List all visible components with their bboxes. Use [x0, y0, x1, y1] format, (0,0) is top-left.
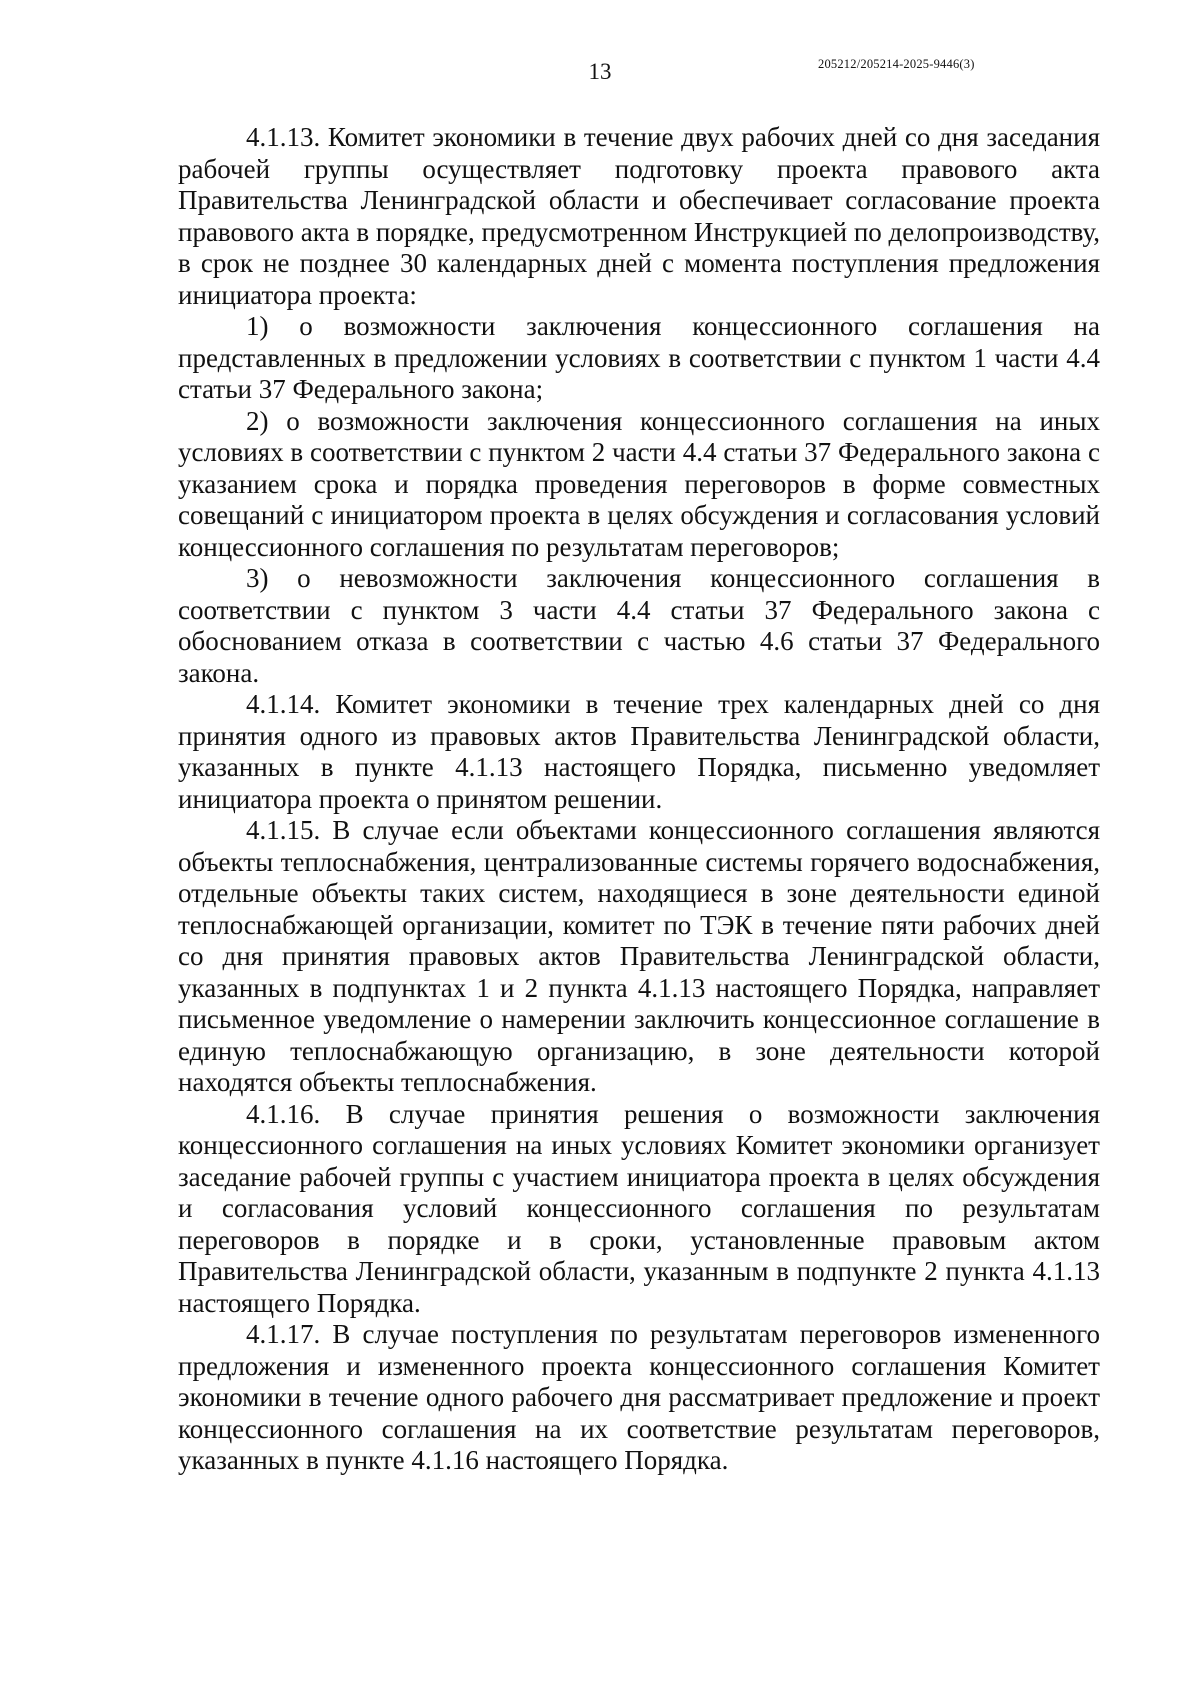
document-id: 205212/205214-2025-9446(3)	[818, 57, 975, 71]
paragraph-4-1-17: 4.1.17. В случае поступления по результатам переговоров измененного предложения и измененного проекта концессионного соглашения Комитет экономики в течение одного рабочего дня рассматривает предложение и проект концессионного соглашения на их соответствие результатам переговоров, указанных в пункте 4.1.16 настоящего Порядка.	[178, 1319, 1100, 1475]
paragraph-4-1-16: 4.1.16. В случае принятия решения о возможности заключения концессионного соглашения на иных условиях Комитет экономики организует заседание рабочей группы с участием инициатора проекта в целях обсуждения и согласования условий концессионного соглашения по результатам переговоров в порядке и в сроки, установленные правовым актом Правительства Ленинградской области, указанным в подпункте 2 пункта 4.1.13 настоящего Порядка.	[178, 1098, 1100, 1318]
list-item-2: 2) о возможности заключения концессионного соглашения на иных условиях в соответствии с пунктом 2 части 4.4 статьи 37 Федерального закона с указанием срока и порядка проведения переговоров в форме совместных совещаний с инициатором проекта в целях обсуждения и согласования условий концессионного соглашения по результатам переговоров;	[178, 405, 1100, 562]
page-number: 13	[588, 59, 612, 84]
paragraph-4-1-14: 4.1.14. Комитет экономики в течение трех календарных дней со дня принятия одного из правовых актов Правительства Ленинградской области, указанных в пункте 4.1.13 настоящего Порядка, письменно уведомляет инициатора проекта о принятом решении.	[178, 689, 1100, 814]
list-item-3: 3) о невозможности заключения концессионного соглашения в соответствии с пунктом 3 части 4.4 статьи 37 Федерального закона с обоснованием отказа в соответствии с частью 4.6 статьи 37 Федерального закона.	[178, 563, 1100, 688]
paragraph-4-1-15: 4.1.15. В случае если объектами концессионного соглашения являются объекты теплоснабжения, централизованные системы горячего водоснабжения, отдельные объекты таких систем, находящиеся в зоне деятельности единой теплоснабжающей организации, комитет по ТЭК в течение пяти рабочих дней со дня принятия правовых актов Правительства Ленинградской области, указанных в подпунктах 1 и 2 пункта 4.1.13 настоящего Порядка, направляет письменное уведомление о намерении заключить концессионное соглашение в единую теплоснабжающую организацию, в зоне деятельности которой находятся объекты теплоснабжения.	[178, 815, 1100, 1097]
list-item-1: 1) о возможности заключения концессионного соглашения на представленных в предложении условиях в соответствии с пунктом 1 части 4.4 статьи 37 Федерального закона;	[178, 311, 1100, 404]
paragraph-4-1-13: 4.1.13. Комитет экономики в течение двух рабочих дней со дня заседания рабочей группы осуществляет подготовку проекта правового акта Правительства Ленинградской области и обеспечивает согласование проекта правового акта в порядке, предусмотренном Инструкцией по делопроизводству, в срок не позднее 30 календарных дней с момента поступления предложения инициатора проекта:	[178, 122, 1100, 310]
document-body	[178, 122, 1100, 1477]
